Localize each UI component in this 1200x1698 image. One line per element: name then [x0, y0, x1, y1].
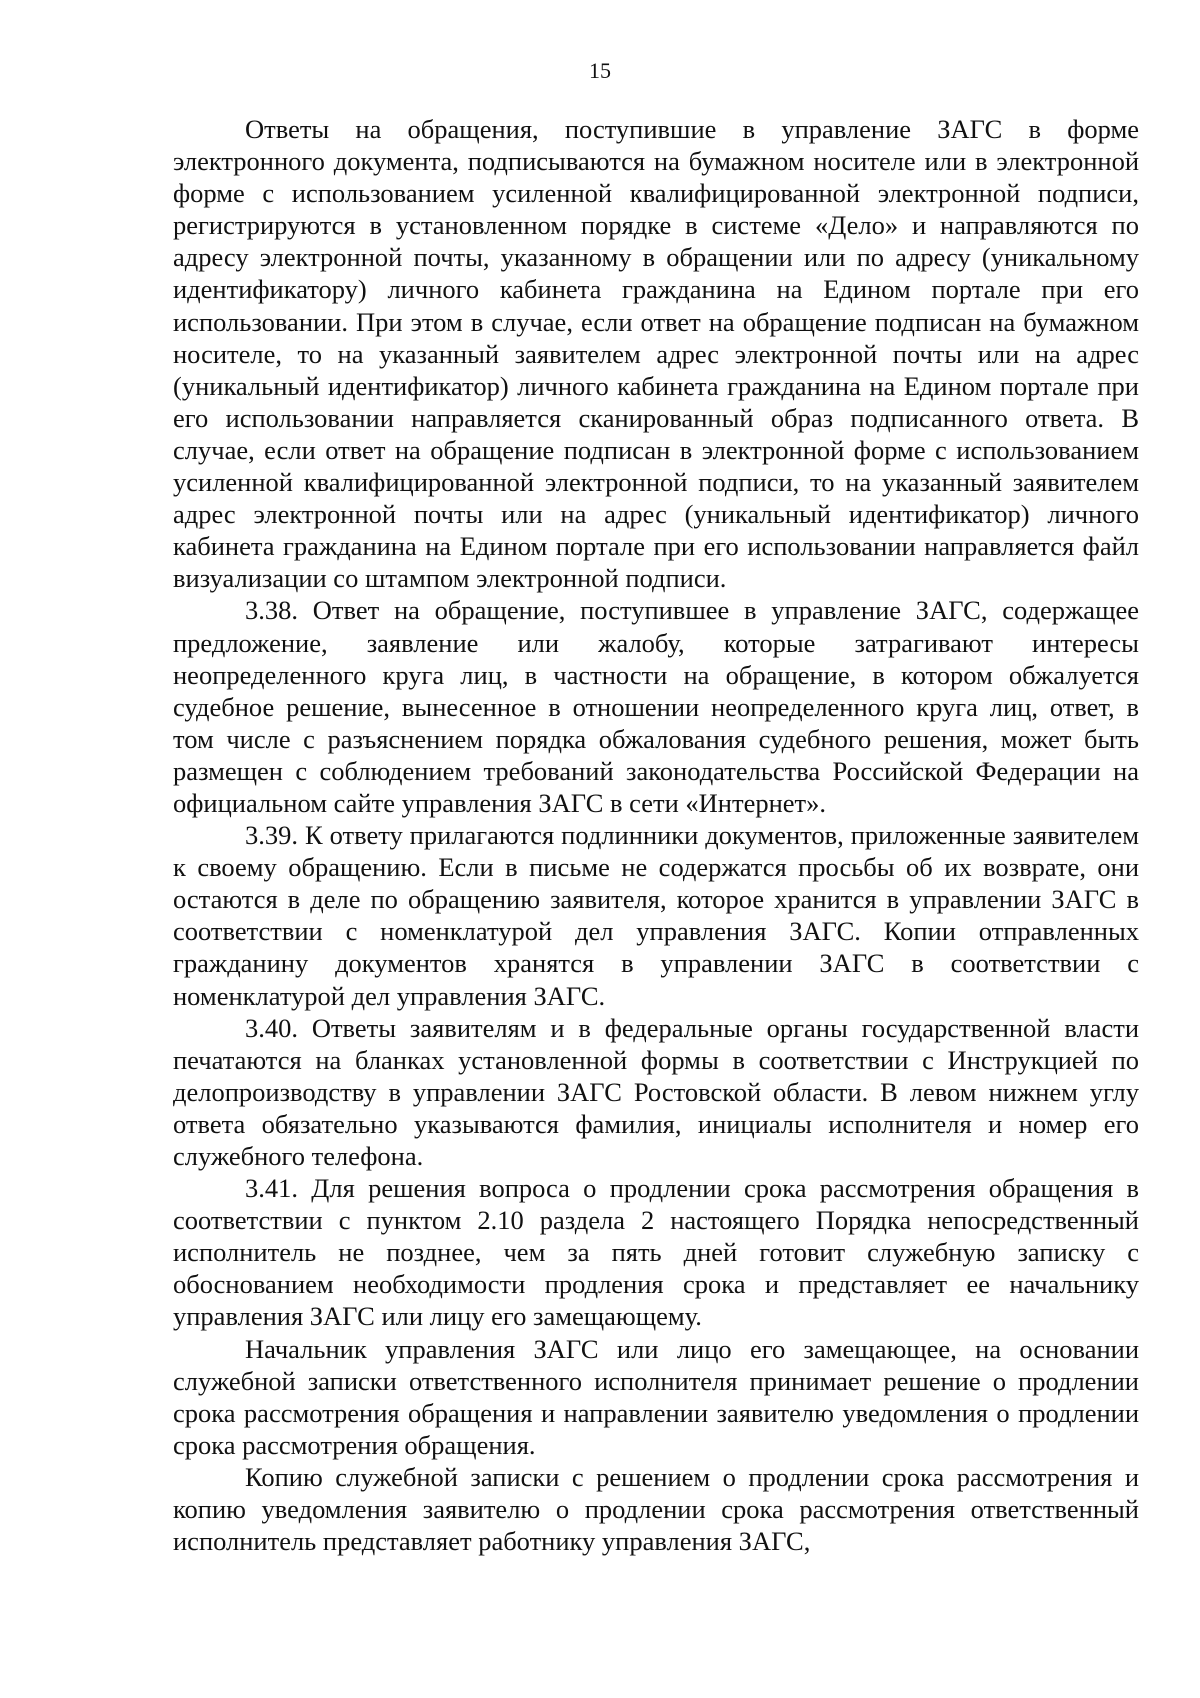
paragraph-3-39: 3.39. К ответу прилагаются подлинники документов, приложенные заявителем к своему обращению. Если в письме не содержатся просьбы об их возврате, они остаются в деле по обращению заявителя, которое хранится в управлении ЗАГС в соответствии с номенклатурой дел управления ЗАГС. Копии отправленных гражданину документов хранятся в управлении ЗАГС в соответствии с номенклатурой дел управления ЗАГС.: [173, 820, 1139, 1011]
paragraph-3-40: 3.40. Ответы заявителям и в федеральные органы государственной власти печатаются на бланках установленной формы в соответствии с Инструкцией по делопроизводству в управлении ЗАГС Ростовской области. В левом нижнем углу ответа обязательно указываются фамилия, инициалы исполнителя и номер его служебного телефона.: [173, 1012, 1139, 1171]
paragraph-answers-electronic: Ответы на обращения, поступившие в управление ЗАГС в форме электронного документа, подписываются на бумажном носителе или в электронной форме с использованием усиленной квалифицированной электронной подписи, регистрируются в установленном порядке в системе «Дело» и направляются по адресу электронной почты, указанному в обращении или по адресу (уникальному идентификатору) личного кабинета гражданина на Едином портале при его использовании. При этом в случае, если ответ на обращение подписан на бумажном носителе, то на указанный заявителем адрес электронной почты или на адрес (уникальный идентификатор) личного кабинета гражданина на Едином портале при его использовании направляется сканированный образ подписанного ответа. В случае, если ответ на обращение подписан в электронной форме с использованием усиленной квалифицированной электронной подписи, то на указанный заявителем адрес электронной почты или на адрес (уникальный идентификатор) личного кабинета гражданина на Едином портале при его использовании направляется файл визуализации со штампом электронной подписи.: [173, 114, 1139, 594]
paragraph-3-38: 3.38. Ответ на обращение, поступившее в управление ЗАГС, содержащее предложение, заявление или жалобу, которые затрагивают интересы неопределенного круга лиц, в частности на обращение, в котором обжалуется судебное решение, вынесенное в отношении неопределенного круга лиц, ответ, в том числе с разъяснением порядка обжалования судебного решения, может быть размещен с соблюдением требований законодательства Российской Федерации на официальном сайте управления ЗАГС в сети «Интернет».: [173, 595, 1139, 818]
page-number: 15: [589, 58, 611, 83]
paragraph-copy-memo: Копию служебной записки с решением о продлении срока рассмотрения и копию уведомления заявителю о продлении срока рассмотрения ответственный исполнитель представляет работнику управления ЗАГС,: [173, 1461, 1139, 1557]
document-body: [173, 113, 1139, 1557]
paragraph-head-decision: Начальник управления ЗАГС или лицо его замещающее, на основании служебной записки ответственного исполнителя принимает решение о продлении срока рассмотрения обращения и направлении заявителю уведомления о продлении срока рассмотрения обращения.: [173, 1333, 1139, 1460]
paragraph-3-41: 3.41. Для решения вопроса о продлении срока рассмотрения обращения в соответствии с пунктом 2.10 раздела 2 настоящего Порядка непосредственный исполнитель не позднее, чем за пять дней готовит служебную записку с обоснованием необходимости продления срока и представляет ее начальнику управления ЗАГС или лицу его замещающему.: [173, 1173, 1139, 1332]
